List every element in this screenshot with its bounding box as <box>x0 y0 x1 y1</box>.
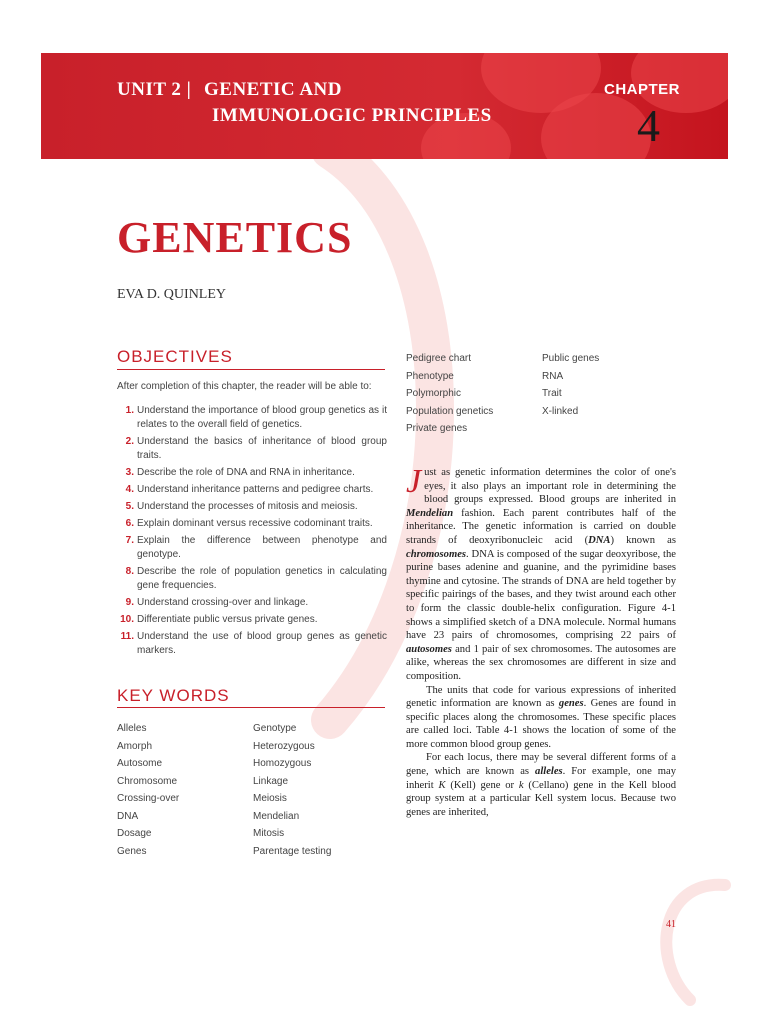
key-word: Dosage <box>117 828 152 839</box>
key-words-heading: KEY WORDS <box>117 686 230 705</box>
key-word: DNA <box>117 810 139 822</box>
body-paragraph: The units that code for various expressions of inherited genetic information are known as genes. Genes are found in specific places along the chromosomes. These specific places are called loci. Table 4-1 shows the location of some of the more common blood group genes. <box>406 684 676 750</box>
key-word: Meiosis <box>253 793 287 804</box>
key-word: Phenotype <box>406 370 454 382</box>
objective-item: 4. Understand inheritance patterns and pedigree charts. <box>125 484 374 495</box>
key-words-rule <box>117 707 385 708</box>
key-word: X-linked <box>542 405 579 417</box>
key-word: RNA <box>542 370 564 382</box>
objectives-rule <box>117 369 385 370</box>
key-word: Private genes <box>406 423 468 434</box>
chapter-banner <box>41 53 728 159</box>
objective-item: 11. Understand the use of blood group genes as genetic markers. <box>120 631 387 656</box>
key-word: Pedigree chart <box>406 353 472 364</box>
body-text <box>406 463 677 819</box>
key-word: Parentage testing <box>253 845 332 857</box>
objective-item: 5. Understand the processes of mitosis and meiosis. <box>125 501 358 512</box>
unit-label: UNIT 2 | <box>117 79 192 100</box>
page-number: 41 <box>666 919 676 930</box>
key-word: Chromosome <box>117 775 178 787</box>
key-word: Trait <box>542 388 562 399</box>
chapter-number: 4 <box>637 100 660 151</box>
body-paragraph: Just as genetic information determines the color of one's eyes, it also plays an important role in determining the blood groups expressed. Blood groups are inherited in Mendelian fashion. Each parent contributes half of the inheritance. The genetic information is carried on double strands of deoxyribonucleic acid (DNA) known as chromosomes. DNA is composed of the sugar deoxyribose, the purine bases adenine and guanine, and the pyrimidine bases thymine and cytosine. The strands of DNA are held together by specific pairings of the bases, and they twist around each other to form the classic double-helix configuration. Figure 4-1 shows a simplified sketch of a DNA molecule. Normal humans have 23 pairs of chromosomes, comprising 22 pairs of autosomes and 1 pair of sex chromosomes. The autosomes are alike, whereas the sex chromosomes are different in size and composition. <box>406 463 676 682</box>
objectives-list <box>117 404 387 661</box>
unit-title-line2: IMMUNOLOGIC PRINCIPLES <box>212 105 492 126</box>
objective-item: 9. Understand crossing-over and linkage. <box>125 597 309 608</box>
chapter-title: GENETICS <box>117 213 353 262</box>
key-word: Population genetics <box>406 405 494 417</box>
objective-item: 10. Differentiate public versus private genes. <box>120 614 318 625</box>
key-word: Linkage <box>253 775 289 787</box>
drop-cap: J <box>406 463 422 500</box>
key-words-column-1 <box>117 722 179 862</box>
key-words-column-4 <box>542 352 599 422</box>
objective-item: 1. Understand the importance of blood group genetics as it relates to the overall field of genetics. <box>125 405 387 430</box>
key-word: Alleles <box>117 723 147 734</box>
unit-title-line1: GENETIC AND <box>204 79 342 100</box>
key-word: Polymorphic <box>406 388 462 399</box>
body-paragraph: For each locus, there may be several different forms of a gene, which are known as alleles. For example, one may inherit K (Kell) gene or k (Cellano) gene in the Kell blood group system at a particular Kell system locus. Because two genes are inherited, <box>406 752 677 818</box>
objective-item: 3. Describe the role of DNA and RNA in inheritance. <box>125 467 355 478</box>
objective-item: 2. Understand the basics of inheritance of blood group traits. <box>125 436 387 461</box>
key-word: Mendelian <box>253 810 300 822</box>
key-word: Amorph <box>117 740 153 752</box>
author-name: EVA D. QUINLEY <box>117 287 227 302</box>
objective-item: 7. Explain the difference between phenotype and genotype. <box>125 535 387 560</box>
key-word: Autosome <box>117 758 163 769</box>
objective-item: 6. Explain dominant versus recessive codominant traits. <box>125 518 373 529</box>
objectives-intro: After completion of this chapter, the reader will be able to: <box>117 381 372 392</box>
key-words-column-2 <box>253 722 331 862</box>
key-words-column-3 <box>406 352 493 440</box>
key-word: Public genes <box>542 353 600 364</box>
key-word: Homozygous <box>253 758 312 769</box>
chapter-label: CHAPTER <box>603 81 680 98</box>
key-word: Mitosis <box>253 828 285 839</box>
key-word: Genes <box>117 845 147 857</box>
objectives-heading: OBJECTIVES <box>117 347 233 366</box>
key-word: Heterozygous <box>253 740 315 752</box>
key-word: Genotype <box>253 723 297 734</box>
key-word: Crossing-over <box>117 793 180 804</box>
objective-item: 8. Describe the role of population genetics in calculating gene frequencies. <box>125 566 387 591</box>
